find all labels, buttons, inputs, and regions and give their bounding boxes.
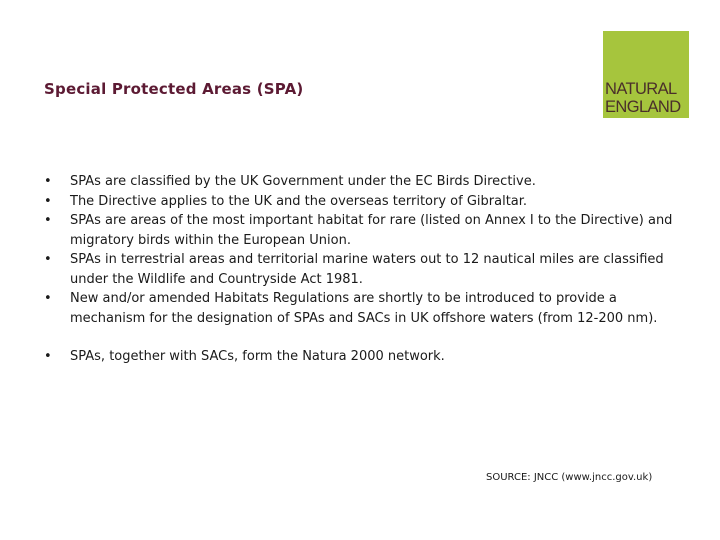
bullet-item bbox=[44, 172, 684, 192]
bullet-item bbox=[44, 347, 684, 367]
bullet-item bbox=[44, 250, 684, 289]
bullet-text: SPAs are areas of the most important habitat for rare (listed on Annex I to the Directive) and migratory birds within the European Union. bbox=[70, 213, 673, 248]
bullet-text: SPAs in terrestrial areas and territorial marine waters out to 12 nautical miles are classified under the Wildlife and Countryside Act 1981. bbox=[70, 252, 664, 287]
bullet-text: New and/or amended Habitats Regulations are shortly to be introduced to provide a mechanism for the designation of SPAs and SACs in UK offshore waters (from 12-200 nm). bbox=[70, 291, 658, 326]
slide-title: Special Protected Areas (SPA) bbox=[44, 80, 304, 98]
bullet-text: SPAs, together with SACs, form the Natura 2000 network. bbox=[70, 349, 445, 364]
bullet-text: SPAs are classified by the UK Government under the EC Birds Directive. bbox=[70, 174, 536, 189]
natural-england-logo bbox=[603, 31, 689, 118]
bullet-dot-icon: • bbox=[44, 213, 52, 228]
logo-line-1: NATURAL bbox=[605, 80, 677, 98]
source-citation: SOURCE: JNCC (www.jncc.gov.uk) bbox=[486, 472, 653, 483]
logo-line-2: ENGLAND bbox=[605, 98, 681, 116]
bullet-dot-icon: • bbox=[44, 252, 52, 267]
bullet-dot-icon: • bbox=[44, 174, 52, 189]
bullet-item bbox=[44, 192, 684, 212]
bullet-item bbox=[44, 211, 684, 250]
bullet-dot-icon: • bbox=[44, 349, 52, 364]
bullet-text: The Directive applies to the UK and the overseas territory of Gibraltar. bbox=[70, 193, 528, 209]
logo-text bbox=[605, 80, 689, 116]
bullet-list bbox=[44, 172, 684, 367]
bullet-dot-icon: • bbox=[44, 291, 52, 306]
bullet-dot-icon: • bbox=[44, 193, 52, 209]
bullet-item bbox=[44, 289, 684, 328]
